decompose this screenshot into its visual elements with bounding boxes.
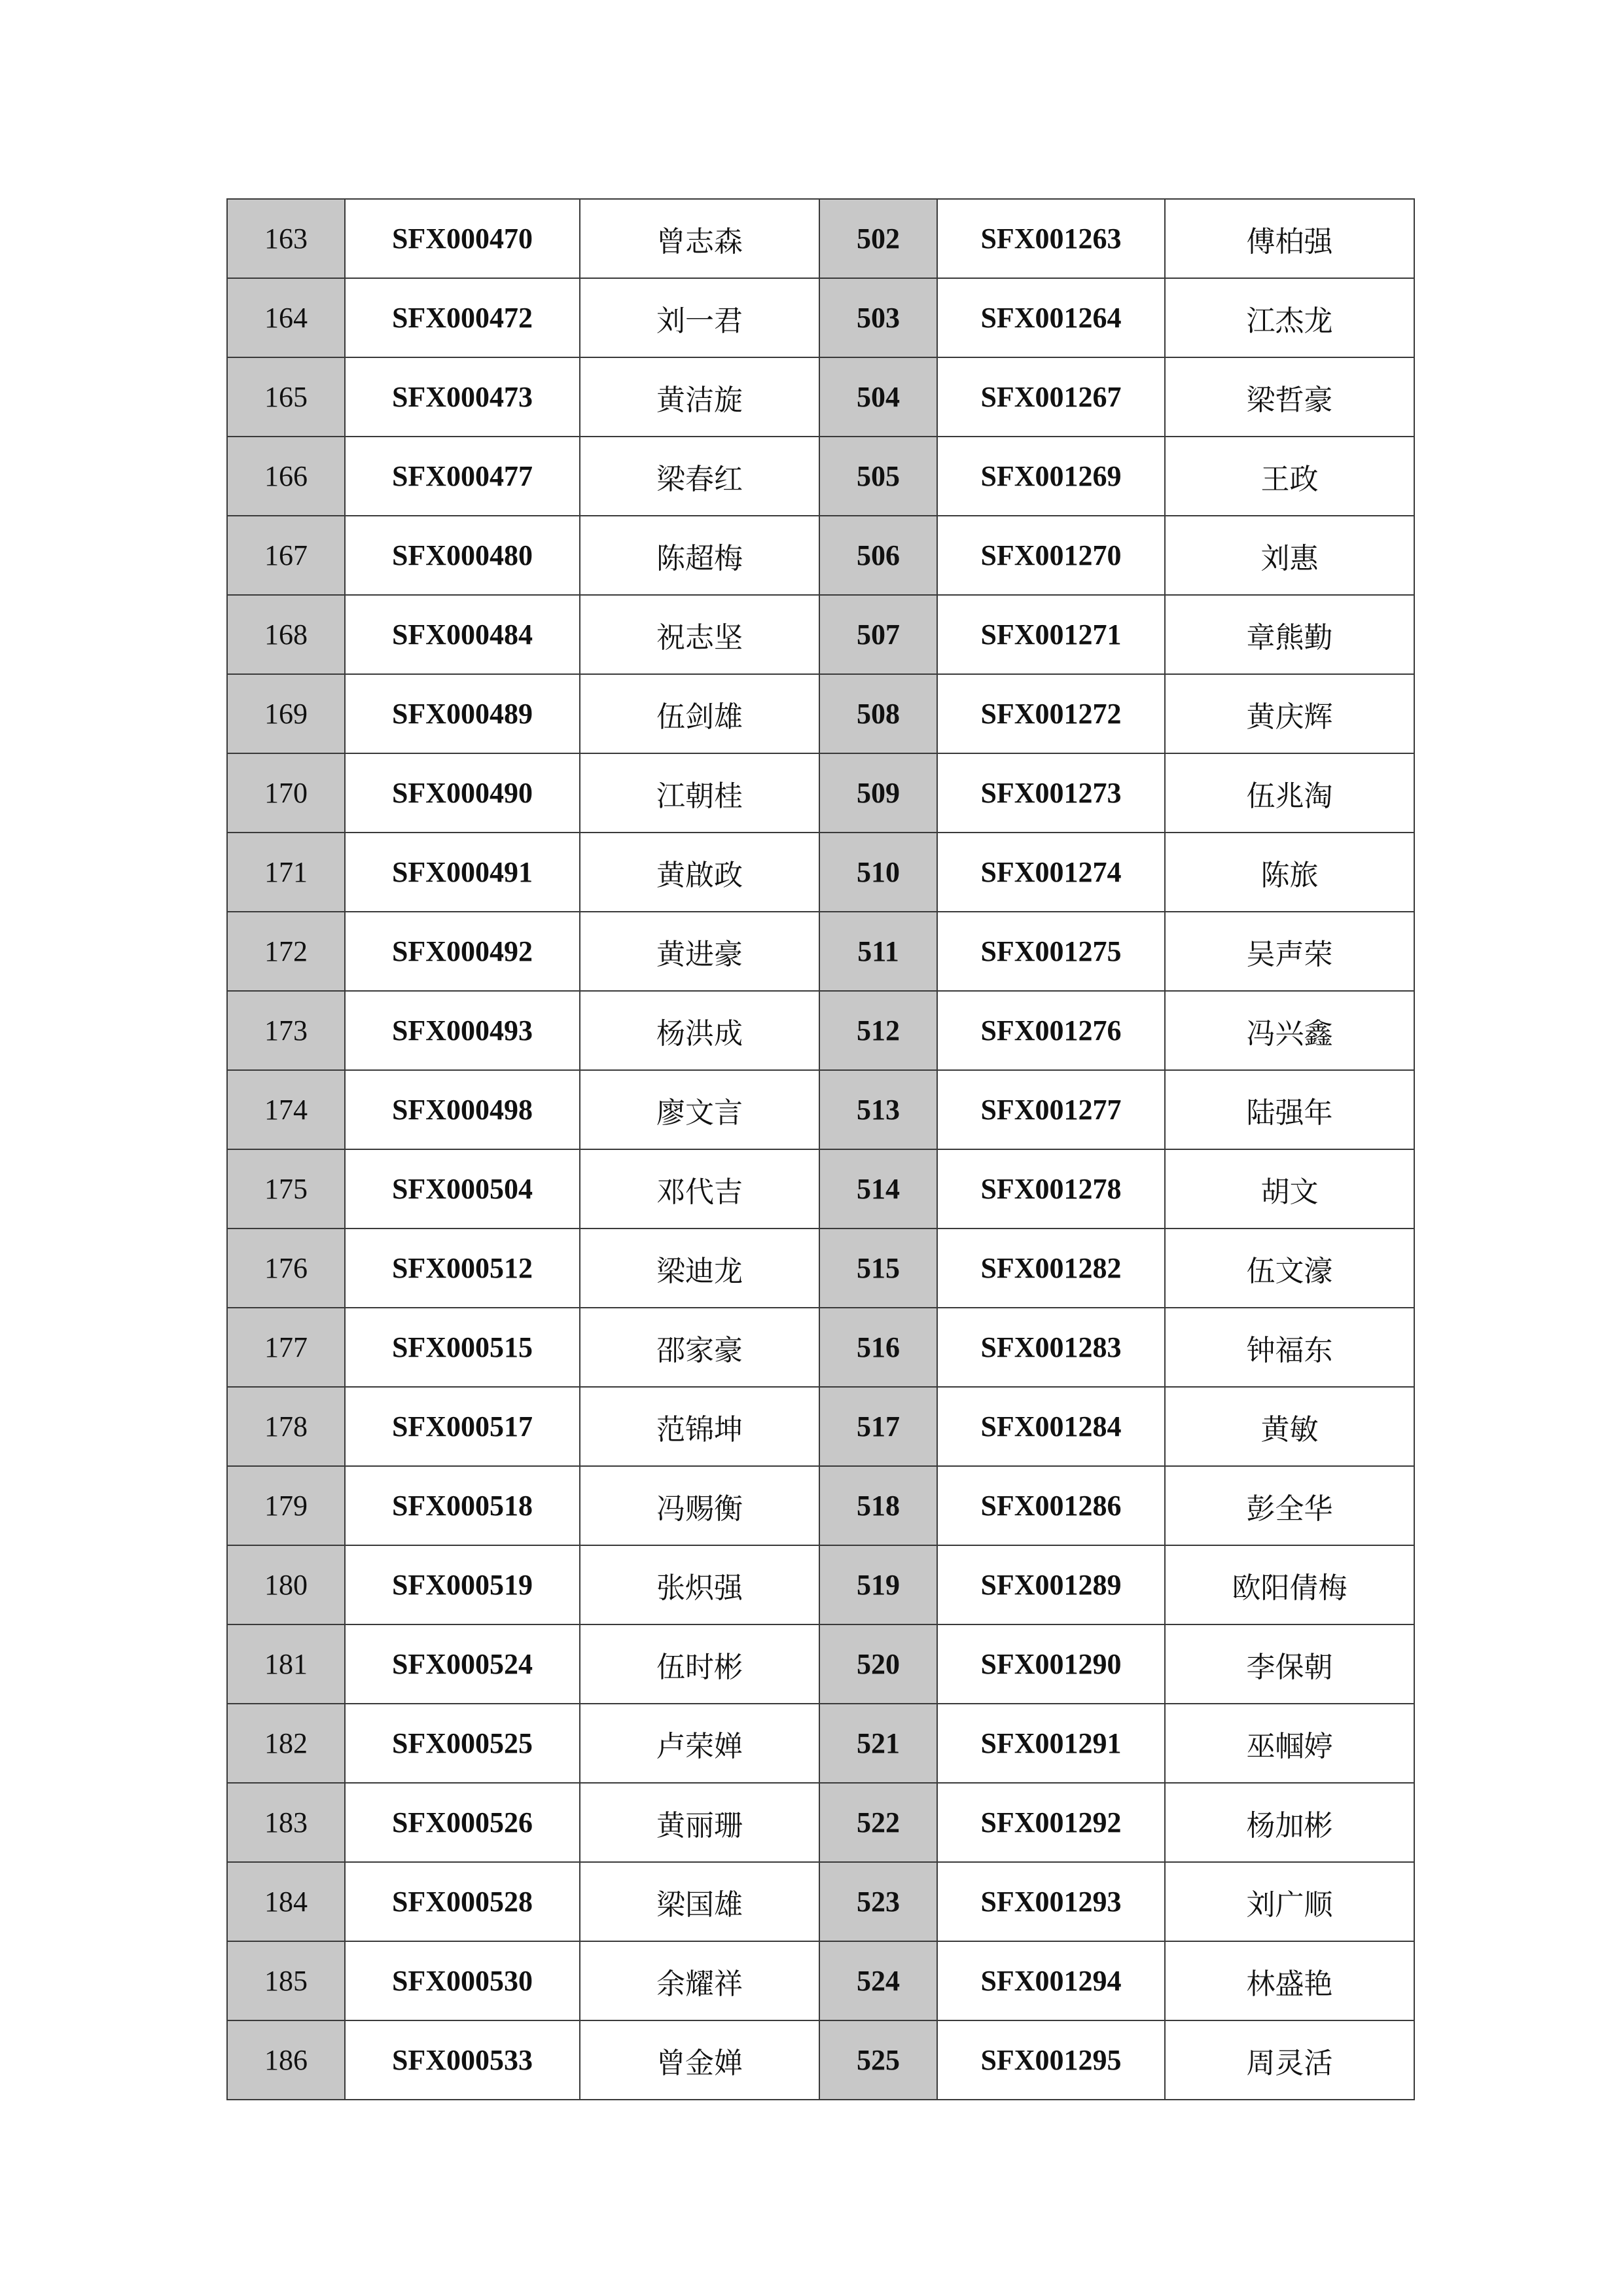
right-seq-no: 504 bbox=[819, 357, 937, 437]
left-member-code: SFX000490 bbox=[345, 753, 580, 833]
table-row bbox=[227, 2020, 1414, 2100]
right-member-name: 傅柏强 bbox=[1165, 199, 1414, 278]
right-member-code: SFX001294 bbox=[937, 1941, 1165, 2020]
left-member-name: 陈超梅 bbox=[580, 516, 819, 595]
right-seq-no: 522 bbox=[819, 1783, 937, 1862]
table-row bbox=[227, 1466, 1414, 1545]
left-member-code: SFX000528 bbox=[345, 1862, 580, 1941]
left-seq-no: 178 bbox=[227, 1387, 345, 1466]
left-member-name: 卢荣婵 bbox=[580, 1704, 819, 1783]
right-seq-no: 521 bbox=[819, 1704, 937, 1783]
left-seq-no: 174 bbox=[227, 1070, 345, 1149]
right-seq-no: 516 bbox=[819, 1308, 937, 1387]
left-member-code: SFX000504 bbox=[345, 1149, 580, 1229]
left-member-code: SFX000472 bbox=[345, 278, 580, 357]
right-member-name: 陆强年 bbox=[1165, 1070, 1414, 1149]
right-seq-no: 510 bbox=[819, 833, 937, 912]
right-member-name: 陈旅 bbox=[1165, 833, 1414, 912]
left-member-name: 江朝桂 bbox=[580, 753, 819, 833]
right-member-name: 巫帼婷 bbox=[1165, 1704, 1414, 1783]
table-row bbox=[227, 912, 1414, 991]
left-member-code: SFX000470 bbox=[345, 199, 580, 278]
right-seq-no: 514 bbox=[819, 1149, 937, 1229]
right-seq-no: 520 bbox=[819, 1624, 937, 1704]
right-member-code: SFX001277 bbox=[937, 1070, 1165, 1149]
roster-body bbox=[227, 199, 1414, 2100]
left-member-code: SFX000480 bbox=[345, 516, 580, 595]
right-member-code: SFX001276 bbox=[937, 991, 1165, 1070]
roster-table bbox=[226, 198, 1415, 2100]
right-member-code: SFX001295 bbox=[937, 2020, 1165, 2100]
right-seq-no: 524 bbox=[819, 1941, 937, 2020]
left-member-code: SFX000489 bbox=[345, 674, 580, 753]
table-row bbox=[227, 833, 1414, 912]
right-member-code: SFX001282 bbox=[937, 1229, 1165, 1308]
table-row bbox=[227, 1070, 1414, 1149]
left-member-name: 余耀祥 bbox=[580, 1941, 819, 2020]
right-member-name: 江杰龙 bbox=[1165, 278, 1414, 357]
left-seq-no: 170 bbox=[227, 753, 345, 833]
left-seq-no: 183 bbox=[227, 1783, 345, 1862]
left-seq-no: 173 bbox=[227, 991, 345, 1070]
table-row bbox=[227, 1149, 1414, 1229]
right-member-name: 梁哲豪 bbox=[1165, 357, 1414, 437]
right-member-name: 刘广顺 bbox=[1165, 1862, 1414, 1941]
table-row bbox=[227, 1783, 1414, 1862]
left-seq-no: 175 bbox=[227, 1149, 345, 1229]
left-member-name: 黄丽珊 bbox=[580, 1783, 819, 1862]
left-seq-no: 184 bbox=[227, 1862, 345, 1941]
left-member-code: SFX000533 bbox=[345, 2020, 580, 2100]
left-member-code: SFX000526 bbox=[345, 1783, 580, 1862]
right-seq-no: 512 bbox=[819, 991, 937, 1070]
right-member-code: SFX001275 bbox=[937, 912, 1165, 991]
right-seq-no: 505 bbox=[819, 437, 937, 516]
right-member-name: 胡文 bbox=[1165, 1149, 1414, 1229]
left-member-code: SFX000525 bbox=[345, 1704, 580, 1783]
right-seq-no: 518 bbox=[819, 1466, 937, 1545]
right-member-name: 杨加彬 bbox=[1165, 1783, 1414, 1862]
table-row bbox=[227, 199, 1414, 278]
left-member-name: 廖文言 bbox=[580, 1070, 819, 1149]
right-member-name: 彭全华 bbox=[1165, 1466, 1414, 1545]
left-member-code: SFX000493 bbox=[345, 991, 580, 1070]
left-seq-no: 179 bbox=[227, 1466, 345, 1545]
right-member-name: 吴声荣 bbox=[1165, 912, 1414, 991]
left-seq-no: 169 bbox=[227, 674, 345, 753]
left-seq-no: 182 bbox=[227, 1704, 345, 1783]
left-member-code: SFX000473 bbox=[345, 357, 580, 437]
table-row bbox=[227, 278, 1414, 357]
right-member-code: SFX001267 bbox=[937, 357, 1165, 437]
right-seq-no: 515 bbox=[819, 1229, 937, 1308]
table-row bbox=[227, 1862, 1414, 1941]
right-seq-no: 503 bbox=[819, 278, 937, 357]
right-seq-no: 523 bbox=[819, 1862, 937, 1941]
right-member-name: 林盛艳 bbox=[1165, 1941, 1414, 2020]
right-member-code: SFX001290 bbox=[937, 1624, 1165, 1704]
right-seq-no: 502 bbox=[819, 199, 937, 278]
left-seq-no: 186 bbox=[227, 2020, 345, 2100]
left-member-name: 范锦坤 bbox=[580, 1387, 819, 1466]
left-member-name: 曾志森 bbox=[580, 199, 819, 278]
right-member-name: 欧阳倩梅 bbox=[1165, 1545, 1414, 1624]
right-member-code: SFX001284 bbox=[937, 1387, 1165, 1466]
right-member-code: SFX001263 bbox=[937, 199, 1165, 278]
left-member-name: 刘一君 bbox=[580, 278, 819, 357]
table-row bbox=[227, 991, 1414, 1070]
right-member-code: SFX001293 bbox=[937, 1862, 1165, 1941]
right-member-name: 伍兆淘 bbox=[1165, 753, 1414, 833]
left-member-name: 黄进豪 bbox=[580, 912, 819, 991]
left-member-name: 祝志坚 bbox=[580, 595, 819, 674]
right-seq-no: 507 bbox=[819, 595, 937, 674]
left-member-name: 邓代吉 bbox=[580, 1149, 819, 1229]
right-member-name: 黄庆辉 bbox=[1165, 674, 1414, 753]
right-member-code: SFX001271 bbox=[937, 595, 1165, 674]
right-member-code: SFX001272 bbox=[937, 674, 1165, 753]
right-member-name: 李保朝 bbox=[1165, 1624, 1414, 1704]
left-seq-no: 171 bbox=[227, 833, 345, 912]
right-member-name: 刘惠 bbox=[1165, 516, 1414, 595]
right-member-code: SFX001269 bbox=[937, 437, 1165, 516]
left-member-code: SFX000491 bbox=[345, 833, 580, 912]
right-seq-no: 511 bbox=[819, 912, 937, 991]
table-row bbox=[227, 1941, 1414, 2020]
left-seq-no: 165 bbox=[227, 357, 345, 437]
left-member-name: 梁迪龙 bbox=[580, 1229, 819, 1308]
right-member-name: 章熊勤 bbox=[1165, 595, 1414, 674]
right-seq-no: 508 bbox=[819, 674, 937, 753]
left-member-name: 邵家豪 bbox=[580, 1308, 819, 1387]
left-seq-no: 180 bbox=[227, 1545, 345, 1624]
table-row bbox=[227, 1229, 1414, 1308]
table-row bbox=[227, 1308, 1414, 1387]
right-seq-no: 513 bbox=[819, 1070, 937, 1149]
left-seq-no: 167 bbox=[227, 516, 345, 595]
left-member-code: SFX000518 bbox=[345, 1466, 580, 1545]
right-member-code: SFX001289 bbox=[937, 1545, 1165, 1624]
left-member-code: SFX000517 bbox=[345, 1387, 580, 1466]
left-member-name: 伍剑雄 bbox=[580, 674, 819, 753]
left-member-name: 伍时彬 bbox=[580, 1624, 819, 1704]
right-member-code: SFX001273 bbox=[937, 753, 1165, 833]
right-member-name: 黄敏 bbox=[1165, 1387, 1414, 1466]
right-seq-no: 517 bbox=[819, 1387, 937, 1466]
right-member-code: SFX001278 bbox=[937, 1149, 1165, 1229]
right-seq-no: 525 bbox=[819, 2020, 937, 2100]
right-member-code: SFX001270 bbox=[937, 516, 1165, 595]
right-member-code: SFX001264 bbox=[937, 278, 1165, 357]
left-member-name: 张炽强 bbox=[580, 1545, 819, 1624]
left-member-code: SFX000477 bbox=[345, 437, 580, 516]
left-seq-no: 164 bbox=[227, 278, 345, 357]
left-member-code: SFX000512 bbox=[345, 1229, 580, 1308]
table-row bbox=[227, 595, 1414, 674]
right-seq-no: 519 bbox=[819, 1545, 937, 1624]
left-member-name: 黄洁旋 bbox=[580, 357, 819, 437]
table-row bbox=[227, 1704, 1414, 1783]
right-member-code: SFX001286 bbox=[937, 1466, 1165, 1545]
left-member-code: SFX000524 bbox=[345, 1624, 580, 1704]
left-seq-no: 166 bbox=[227, 437, 345, 516]
table-row bbox=[227, 1387, 1414, 1466]
left-member-name: 梁国雄 bbox=[580, 1862, 819, 1941]
right-member-name: 王政 bbox=[1165, 437, 1414, 516]
left-seq-no: 177 bbox=[227, 1308, 345, 1387]
left-seq-no: 176 bbox=[227, 1229, 345, 1308]
left-member-name: 杨洪成 bbox=[580, 991, 819, 1070]
table-row bbox=[227, 1545, 1414, 1624]
right-member-name: 伍文濠 bbox=[1165, 1229, 1414, 1308]
left-member-name: 冯赐衡 bbox=[580, 1466, 819, 1545]
left-member-code: SFX000484 bbox=[345, 595, 580, 674]
right-member-code: SFX001283 bbox=[937, 1308, 1165, 1387]
left-seq-no: 168 bbox=[227, 595, 345, 674]
table-row bbox=[227, 674, 1414, 753]
right-member-code: SFX001292 bbox=[937, 1783, 1165, 1862]
right-member-name: 周灵活 bbox=[1165, 2020, 1414, 2100]
left-member-name: 黄啟政 bbox=[580, 833, 819, 912]
right-seq-no: 506 bbox=[819, 516, 937, 595]
right-member-name: 冯兴鑫 bbox=[1165, 991, 1414, 1070]
left-member-name: 梁春红 bbox=[580, 437, 819, 516]
table-row bbox=[227, 1624, 1414, 1704]
left-member-code: SFX000492 bbox=[345, 912, 580, 991]
table-row bbox=[227, 437, 1414, 516]
left-member-code: SFX000530 bbox=[345, 1941, 580, 2020]
left-seq-no: 181 bbox=[227, 1624, 345, 1704]
table-row bbox=[227, 357, 1414, 437]
right-seq-no: 509 bbox=[819, 753, 937, 833]
left-member-code: SFX000515 bbox=[345, 1308, 580, 1387]
table-row bbox=[227, 516, 1414, 595]
table-row bbox=[227, 753, 1414, 833]
left-member-code: SFX000519 bbox=[345, 1545, 580, 1624]
right-member-code: SFX001291 bbox=[937, 1704, 1165, 1783]
left-seq-no: 185 bbox=[227, 1941, 345, 2020]
left-seq-no: 163 bbox=[227, 199, 345, 278]
left-member-name: 曾金婵 bbox=[580, 2020, 819, 2100]
right-member-code: SFX001274 bbox=[937, 833, 1165, 912]
left-seq-no: 172 bbox=[227, 912, 345, 991]
right-member-name: 钟福东 bbox=[1165, 1308, 1414, 1387]
left-member-code: SFX000498 bbox=[345, 1070, 580, 1149]
